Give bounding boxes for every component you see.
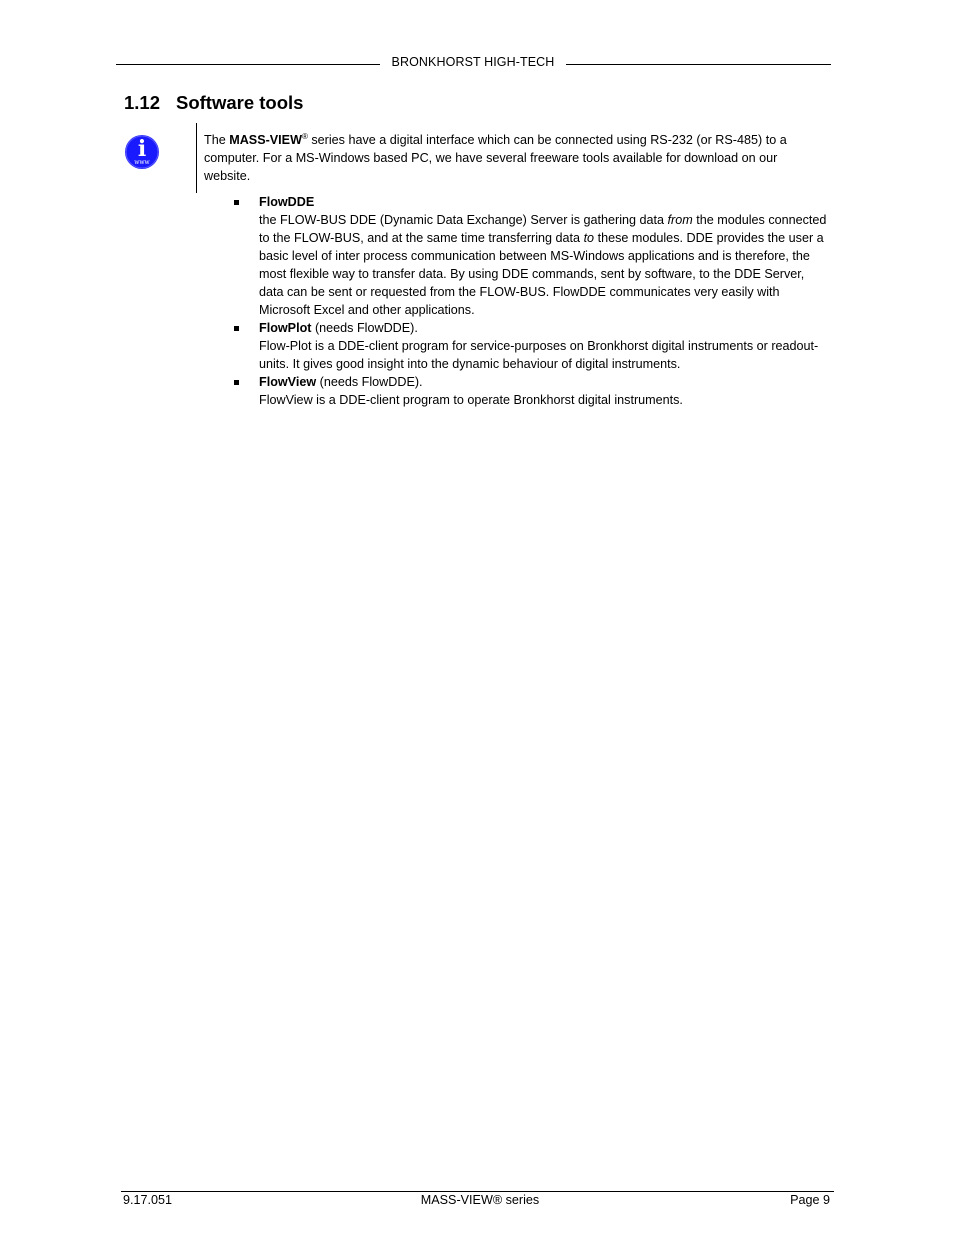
tool-description: FlowView is a DDE-client program to operate Bronkhorst digital instruments. [259,393,683,407]
tool-note: (needs FlowDDE). [316,375,423,389]
product-name: MASS-VIEW [229,133,302,147]
footer-doc-number: 9.17.051 [123,1193,173,1207]
header-company: BRONKHORST HIGH-TECH [391,55,555,69]
tool-description: Flow-Plot is a DDE-client program for service-purposes on Bronkhorst digital instruments or readout-units. It gives good insight into the dynamic behaviour of digital instruments. [259,339,819,371]
list-item-flowview [232,373,832,409]
bullet-square-icon [234,380,239,385]
registered-mark: ® [301,132,308,141]
bullet-square-icon [234,326,239,331]
info-www-icon [124,134,160,170]
section-heading [124,92,303,114]
tool-name: FlowDDE [259,195,315,209]
intro-pre: The [204,133,230,147]
list-item-flowplot [232,319,832,373]
header-rule-left [116,64,380,65]
footer-series: MASS-VIEW® series [420,1193,540,1207]
footer-page-number: Page 9 [790,1193,830,1207]
tools-list [232,193,832,409]
list-item-flowdde [232,193,832,319]
tool-name: FlowView [259,375,317,389]
bullet-square-icon [234,200,239,205]
header-rule-right [566,64,831,65]
intro-post: series have a digital interface which can be connected using RS-232 (or RS-485) to a computer. For a MS-Windows based PC, we have several freeware tools available for download on our website. [204,133,787,183]
tool-note: (needs FlowDDE). [311,321,418,335]
footer-rule [121,1191,834,1192]
info-icon-letter: i [137,136,147,162]
section-title: Software tools [176,92,304,113]
note-rule [196,123,197,193]
section-number: 1.12 [124,92,161,113]
tool-name: FlowPlot [259,321,312,335]
info-icon-caption: www [134,159,150,166]
tool-description: the FLOW-BUS DDE (Dynamic Data Exchange) Server is gathering data from the modules connected to the FLOW-BUS, and at the same time transferring data to these modules. DDE provides the user a basic level of inter process communication between MS-Windows applications and is therefore, the most flexible way to transfer data. By using DDE commands, sent by software, to the DDE Server, data can be sent or requested from the FLOW-BUS. FlowDDE communicates very easily with Microsoft Excel and other applications. [259,213,827,317]
intro-paragraph [204,131,824,185]
